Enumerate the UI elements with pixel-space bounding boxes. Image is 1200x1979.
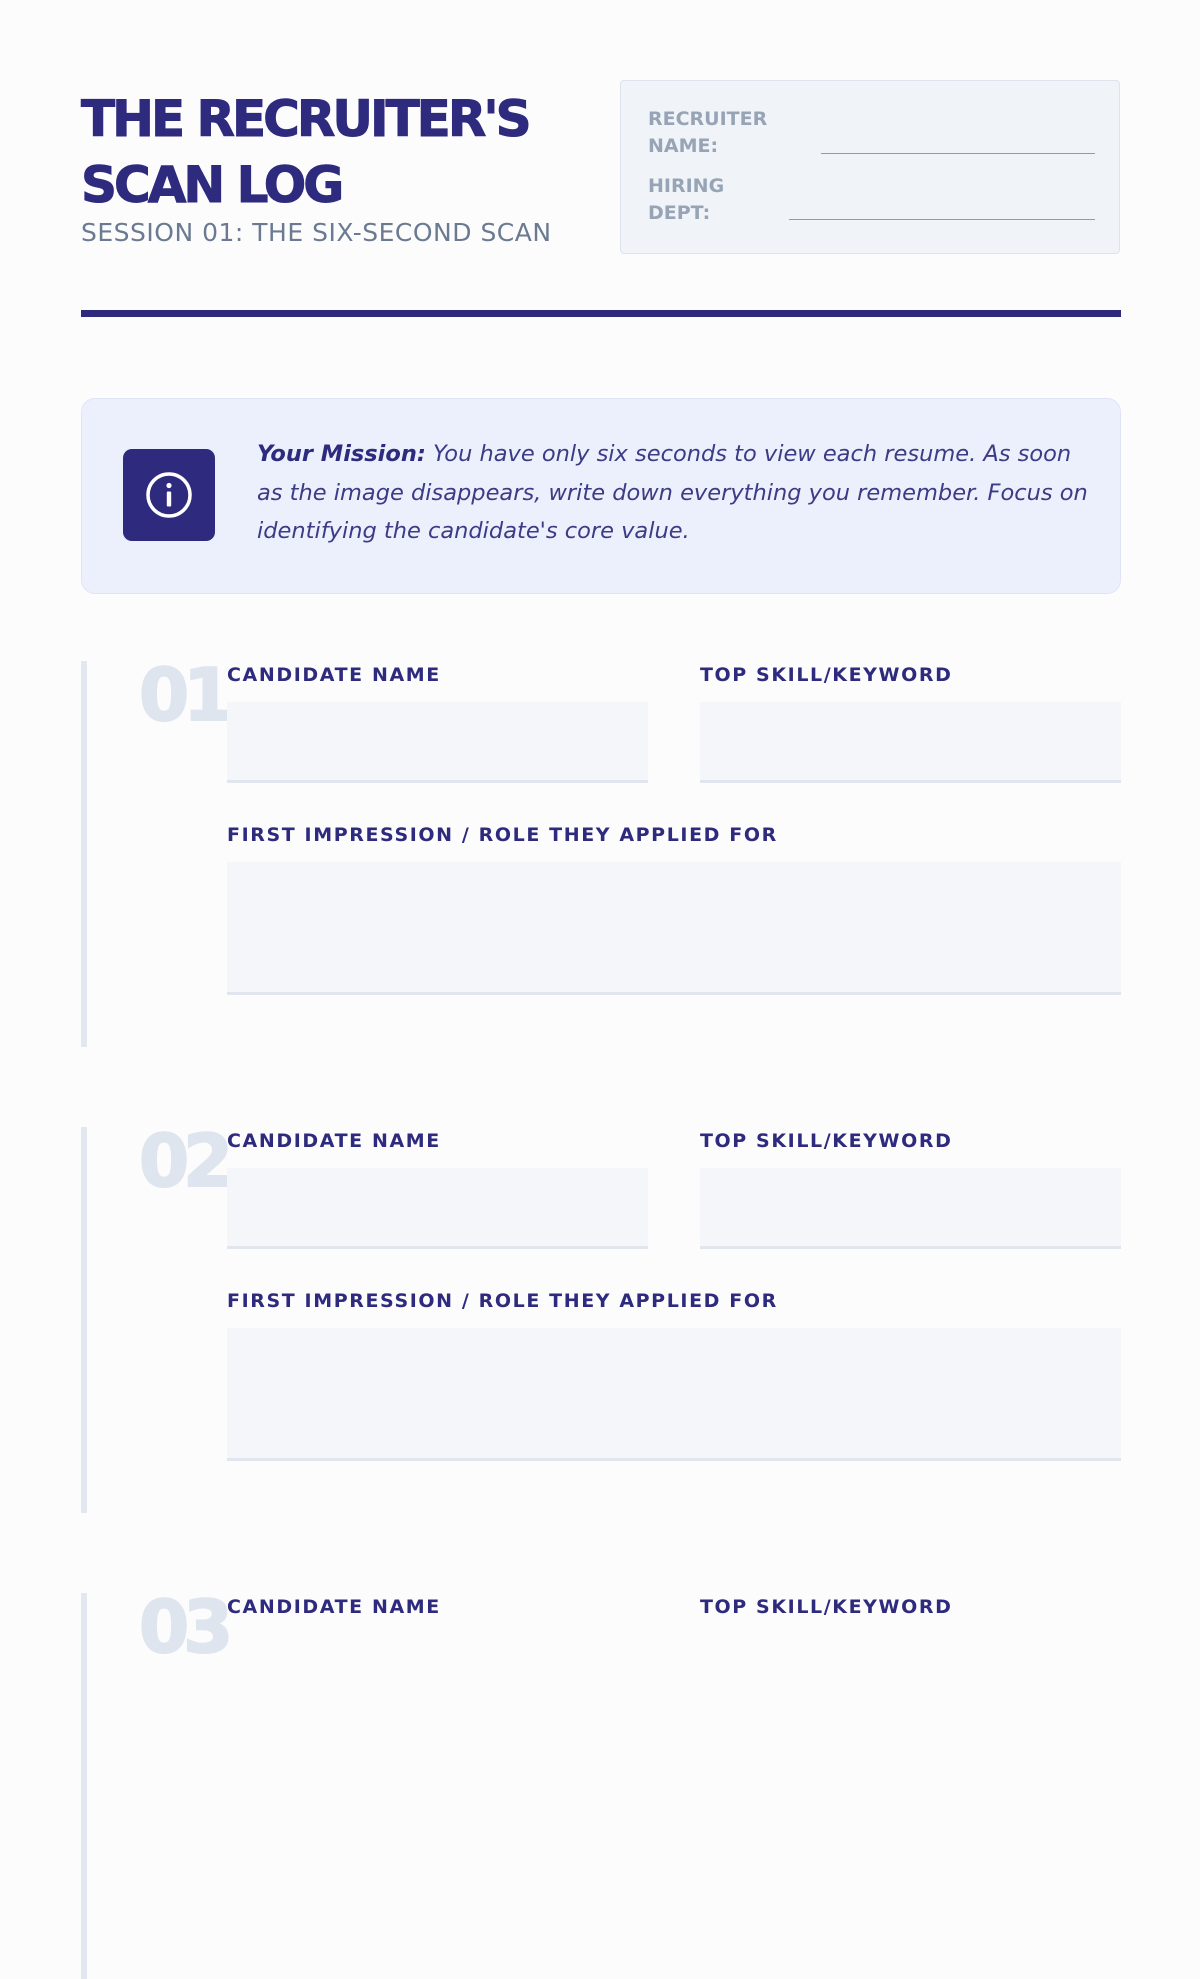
hiring-dept-field[interactable]: [789, 219, 1095, 220]
header: [81, 80, 1121, 260]
recruiter-name-field[interactable]: [821, 153, 1095, 154]
candidate-name-label: CANDIDATE NAME: [227, 664, 441, 686]
first-impression-label: FIRST IMPRESSION / ROLE THEY APPLIED FOR: [227, 1290, 778, 1312]
entry-accent-bar: [81, 1593, 87, 1979]
recruiter-info-box: [620, 80, 1120, 254]
top-skill-label: TOP SKILL/KEYWORD: [700, 664, 953, 686]
page-title: THE RECRUITER'S SCAN LOG: [81, 90, 529, 214]
info-icon: [123, 449, 215, 541]
mission-lead: Your Mission:: [257, 441, 426, 467]
hiring-dept-label: HIRING DEPT:: [648, 175, 725, 224]
candidate-name-field[interactable]: [227, 1168, 648, 1249]
top-skill-field[interactable]: [700, 702, 1121, 783]
entry-accent-bar: [81, 1127, 87, 1513]
mission-text: [257, 435, 1097, 551]
first-impression-field[interactable]: [227, 862, 1121, 995]
header-divider: [81, 310, 1121, 317]
candidate-entry: [81, 653, 1121, 1047]
candidate-name-field[interactable]: [227, 702, 648, 783]
first-impression-label: FIRST IMPRESSION / ROLE THEY APPLIED FOR: [227, 824, 778, 846]
first-impression-field[interactable]: [227, 1328, 1121, 1461]
mission-callout: [81, 398, 1121, 594]
top-skill-label: TOP SKILL/KEYWORD: [700, 1596, 953, 1618]
mission-body: You have only six seconds to view each resume. As soon as the image disappears, write down everything you remember. Focus on identifying the candidate's core value.: [257, 441, 1088, 544]
entry-number: 02: [139, 1119, 228, 1203]
entry-accent-bar: [81, 661, 87, 1047]
candidate-entry: [81, 1585, 1121, 1979]
entry-number: 01: [139, 653, 228, 737]
top-skill-field[interactable]: [700, 1168, 1121, 1249]
candidate-name-label: CANDIDATE NAME: [227, 1130, 441, 1152]
candidate-name-label: CANDIDATE NAME: [227, 1596, 441, 1618]
recruiter-name-label: RECRUITER NAME:: [648, 108, 768, 157]
page-subtitle: SESSION 01: THE SIX-SECOND SCAN: [81, 218, 552, 247]
candidate-entry: [81, 1119, 1121, 1513]
entry-number: 03: [139, 1585, 228, 1669]
top-skill-label: TOP SKILL/KEYWORD: [700, 1130, 953, 1152]
